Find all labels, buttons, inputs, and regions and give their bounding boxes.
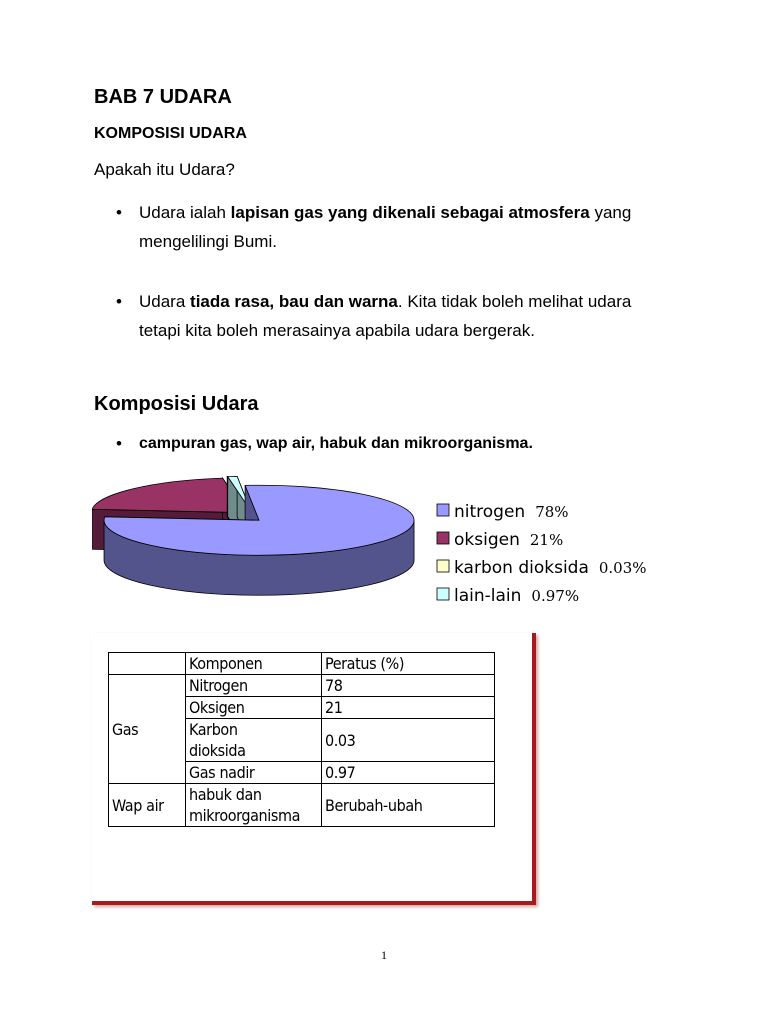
composition-table	[108, 652, 495, 827]
legend-label: oksigen	[454, 530, 520, 550]
bullet-1-bold: lapisan gas yang dikenali sebagai atmosfera	[230, 203, 590, 222]
bullet-2-post: . Kita tidak boleh melihat udara	[397, 292, 632, 311]
legend-label: karbon dioksida	[454, 558, 589, 578]
legend-value: 0.97%	[531, 587, 580, 605]
table-cell: Nitrogen	[186, 675, 322, 697]
legend-label: lain-lain	[454, 586, 522, 606]
table-cell-line: dioksida	[189, 741, 246, 760]
bullet-1-post: yang	[589, 203, 632, 222]
table-cell: 0.03	[322, 719, 495, 762]
legend-value: 21%	[529, 531, 564, 549]
bullet-2-bold: tiada rasa, bau dan warna	[190, 292, 398, 311]
legend-swatch	[437, 588, 449, 600]
bullet-dot: •	[116, 292, 122, 311]
bullet-2-line2: tetapi kita boleh merasainya apabila udara bergerak.	[139, 321, 535, 340]
table-cell: Oksigen	[186, 697, 322, 719]
table-cell	[186, 719, 322, 762]
table-header-cell: Peratus (%)	[322, 653, 495, 675]
page-title: BAB 7 UDARA	[94, 86, 232, 108]
table-header-cell	[109, 653, 186, 675]
pie-slice-oksigen	[92, 478, 246, 513]
bullet-item-3: campuran gas, wap air, habuk dan mikroorganisma.	[139, 435, 533, 452]
table-cell-line: habuk dan	[189, 785, 262, 804]
legend-swatch	[437, 560, 449, 572]
legend-swatch	[437, 532, 449, 544]
legend-swatch	[437, 504, 449, 516]
bullet-1-pre: Udara ialah	[139, 203, 231, 222]
table-cell: Gas nadir	[186, 762, 322, 784]
legend-value: 0.03%	[598, 559, 647, 577]
bullet-2-pre: Udara	[139, 292, 191, 311]
table-cell: Berubah-ubah	[322, 784, 495, 827]
table-cell: 78	[322, 675, 495, 697]
table-group-cell: Gas	[109, 675, 186, 784]
subtitle: KOMPOSISI UDARA	[94, 125, 247, 142]
table-header-cell: Komponen	[186, 653, 322, 675]
pie-chart	[92, 476, 672, 616]
bullet-item-1	[139, 198, 699, 256]
table-cell: 21	[322, 697, 495, 719]
table-cell-line: Karbon	[189, 720, 238, 739]
bullet-item-2	[139, 287, 699, 345]
table-row	[109, 784, 495, 827]
legend-label: nitrogen	[454, 502, 526, 522]
table-header-row	[109, 653, 495, 675]
page-number: 1	[381, 948, 387, 962]
table-cell-line: mikroorganisma	[189, 806, 300, 825]
table-group-cell: Wap air	[109, 784, 186, 827]
section-heading: Komposisi Udara	[94, 393, 259, 415]
table-cell	[186, 784, 322, 827]
composition-table-frame	[92, 633, 538, 905]
table-row	[109, 675, 495, 697]
bullet-1-line2: mengelilingi Bumi.	[139, 232, 277, 251]
bullet-dot: •	[116, 203, 122, 222]
table-cell: 0.97	[322, 762, 495, 784]
bullet-dot: •	[116, 434, 122, 453]
legend-value: 78%	[535, 503, 569, 521]
question-text: Apakah itu Udara?	[94, 160, 235, 179]
